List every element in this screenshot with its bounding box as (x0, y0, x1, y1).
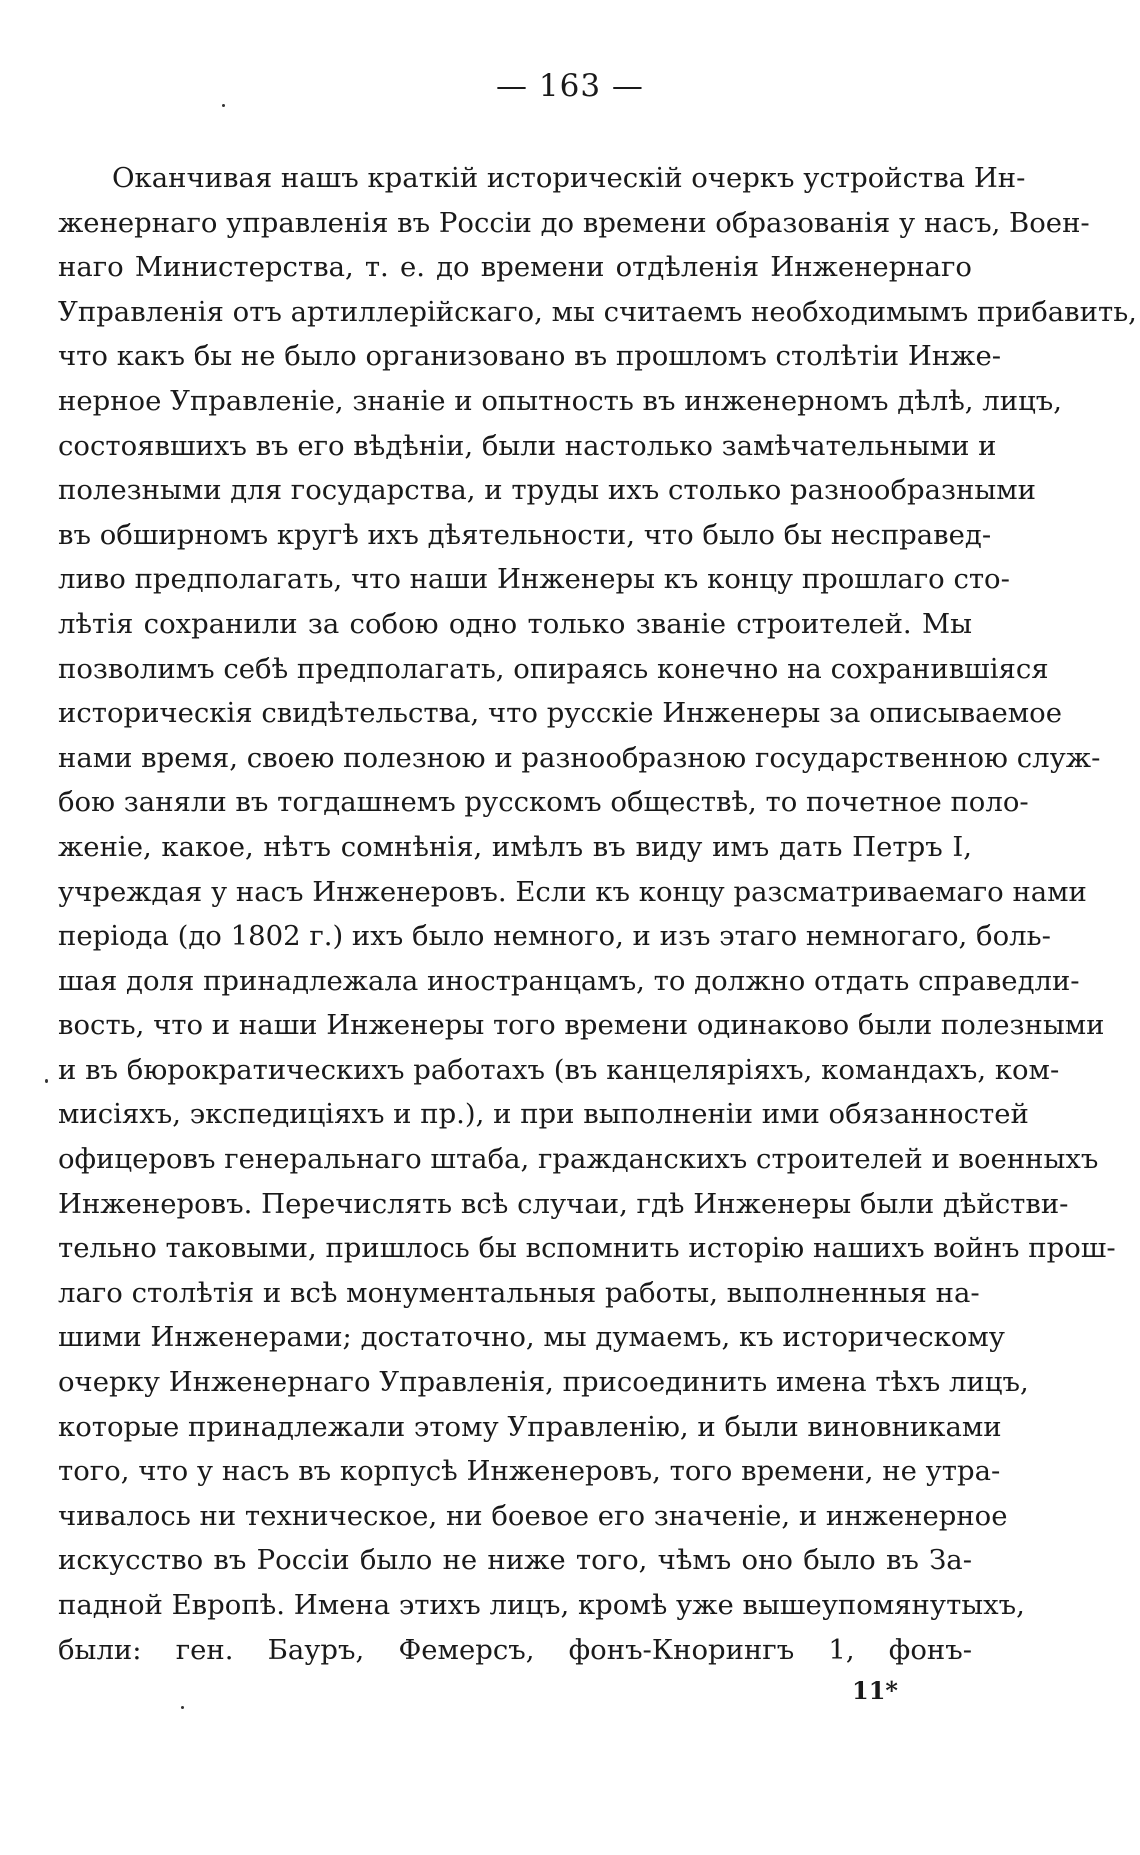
text-line: полезными для государства, и труды ихъ столько разнообразными (58, 474, 1036, 507)
text-line: лѣтія сохранили за собою одно только званіе строителей. Мы (58, 607, 972, 640)
text-line: періода (до 1802 г.) ихъ было немного, и изъ этаго немногаго, боль- (58, 920, 1051, 953)
text-line: въ обширномъ кругѣ ихъ дѣятельности, что было бы несправед- (58, 518, 992, 551)
body-text (58, 156, 1137, 1672)
text-line: нерное Управленіе, знаніе и опытность въ инженерномъ дѣлѣ, лицъ, (58, 384, 1062, 417)
text-line: вость, что и наши Инженеры того времени одинаково были полезными (58, 1009, 1105, 1042)
signature-mark: 11* (852, 1676, 898, 1705)
text-line: женернаго управленія въ Россіи до времени образованія у насъ, Воен- (58, 206, 1090, 239)
text-line: позволимъ себѣ предполагать, опираясь конечно на сохранившіяся (58, 652, 1049, 685)
text-line: падной Европѣ. Имена этихъ лицъ, кромѣ уже вышеупомянутыхъ, (58, 1589, 1025, 1621)
text-line: Оканчивая нашъ краткій историческій очеркъ устройства Ин- (112, 162, 1026, 194)
page-number: — 163 — (496, 68, 644, 104)
text-line: Инженеровъ. Перечислять всѣ случаи, гдѣ Инженеры были дѣйстви- (58, 1187, 1069, 1220)
text-line: наго Министерства, т. е. до времени отдѣленія Инженернаго (58, 251, 972, 284)
text-line: которые принадлежали этому Управленію, и были виновниками (58, 1410, 1002, 1443)
text-line: и въ бюрократическихъ работахъ (въ канцеляріяхъ, командахъ, ком- (58, 1053, 1060, 1086)
text-line: бою заняли въ тогдашнемъ русскомъ обществѣ, то почетное поло- (58, 786, 1029, 819)
text-line: состоявшихъ въ его вѣдѣніи, были настолько замѣчательными и (58, 429, 997, 462)
text-line: что какъ бы не было организовано въ прошломъ столѣтіи Инже- (58, 340, 1002, 373)
text-line: мисіяхъ, экспедиціяхъ и пр.), и при выполненіи ими обязанностей (58, 1098, 1029, 1131)
text-line: историческія свидѣтельства, что русскіе Инженеры за описываемое (58, 697, 1063, 730)
text-line: нами время, своею полезною и разнообразною государственною служ- (58, 741, 1101, 774)
text-line: Управленія отъ артиллерійскаго, мы считаемъ необходимымъ прибавить, (58, 295, 1137, 328)
text-line: чивалось ни техническое, ни боевое его значеніе, и инженерное (58, 1499, 1008, 1532)
print-speck (45, 1079, 48, 1083)
text-line: ливо предполагать, что наши Инженеры къ концу прошлаго сто- (58, 563, 1010, 596)
print-speck (181, 1706, 184, 1709)
text-line: очерку Инженернаго Управленія, присоединить имена тѣхъ лицъ, (58, 1366, 1029, 1399)
text-line: лаго столѣтія и всѣ монументальныя работы, выполненныя на- (58, 1276, 980, 1309)
text-line: шая доля принадлежала иностранцамъ, то должно отдать справедли- (58, 964, 1080, 997)
text-line: тельно таковыми, пришлось бы вспомнить исторію нашихъ войнъ прош- (58, 1232, 1116, 1265)
text-line: офицеровъ генеральнаго штаба, гражданскихъ строителей и военныхъ (58, 1143, 1099, 1176)
text-line: женіе, какое, нѣтъ сомнѣнія, имѣлъ въ виду имъ дать Петръ I, (58, 830, 972, 863)
text-line: шими Инженерами; достаточно, мы думаемъ, къ историческому (58, 1321, 1005, 1354)
print-speck (222, 104, 225, 107)
text-line: учреждая у насъ Инженеровъ. Если къ концу разсматриваемаго нами (58, 875, 1087, 908)
text-line: того, что у насъ въ корпусѣ Инженеровъ, того времени, не утра- (58, 1455, 1001, 1488)
text-line: искусство въ Россіи было не ниже того, чѣмъ оно было въ За- (58, 1544, 972, 1577)
text-line: были: ген. Бауръ, Фемерсъ, фонъ-Кнорингъ 1, фонъ- (58, 1633, 972, 1666)
